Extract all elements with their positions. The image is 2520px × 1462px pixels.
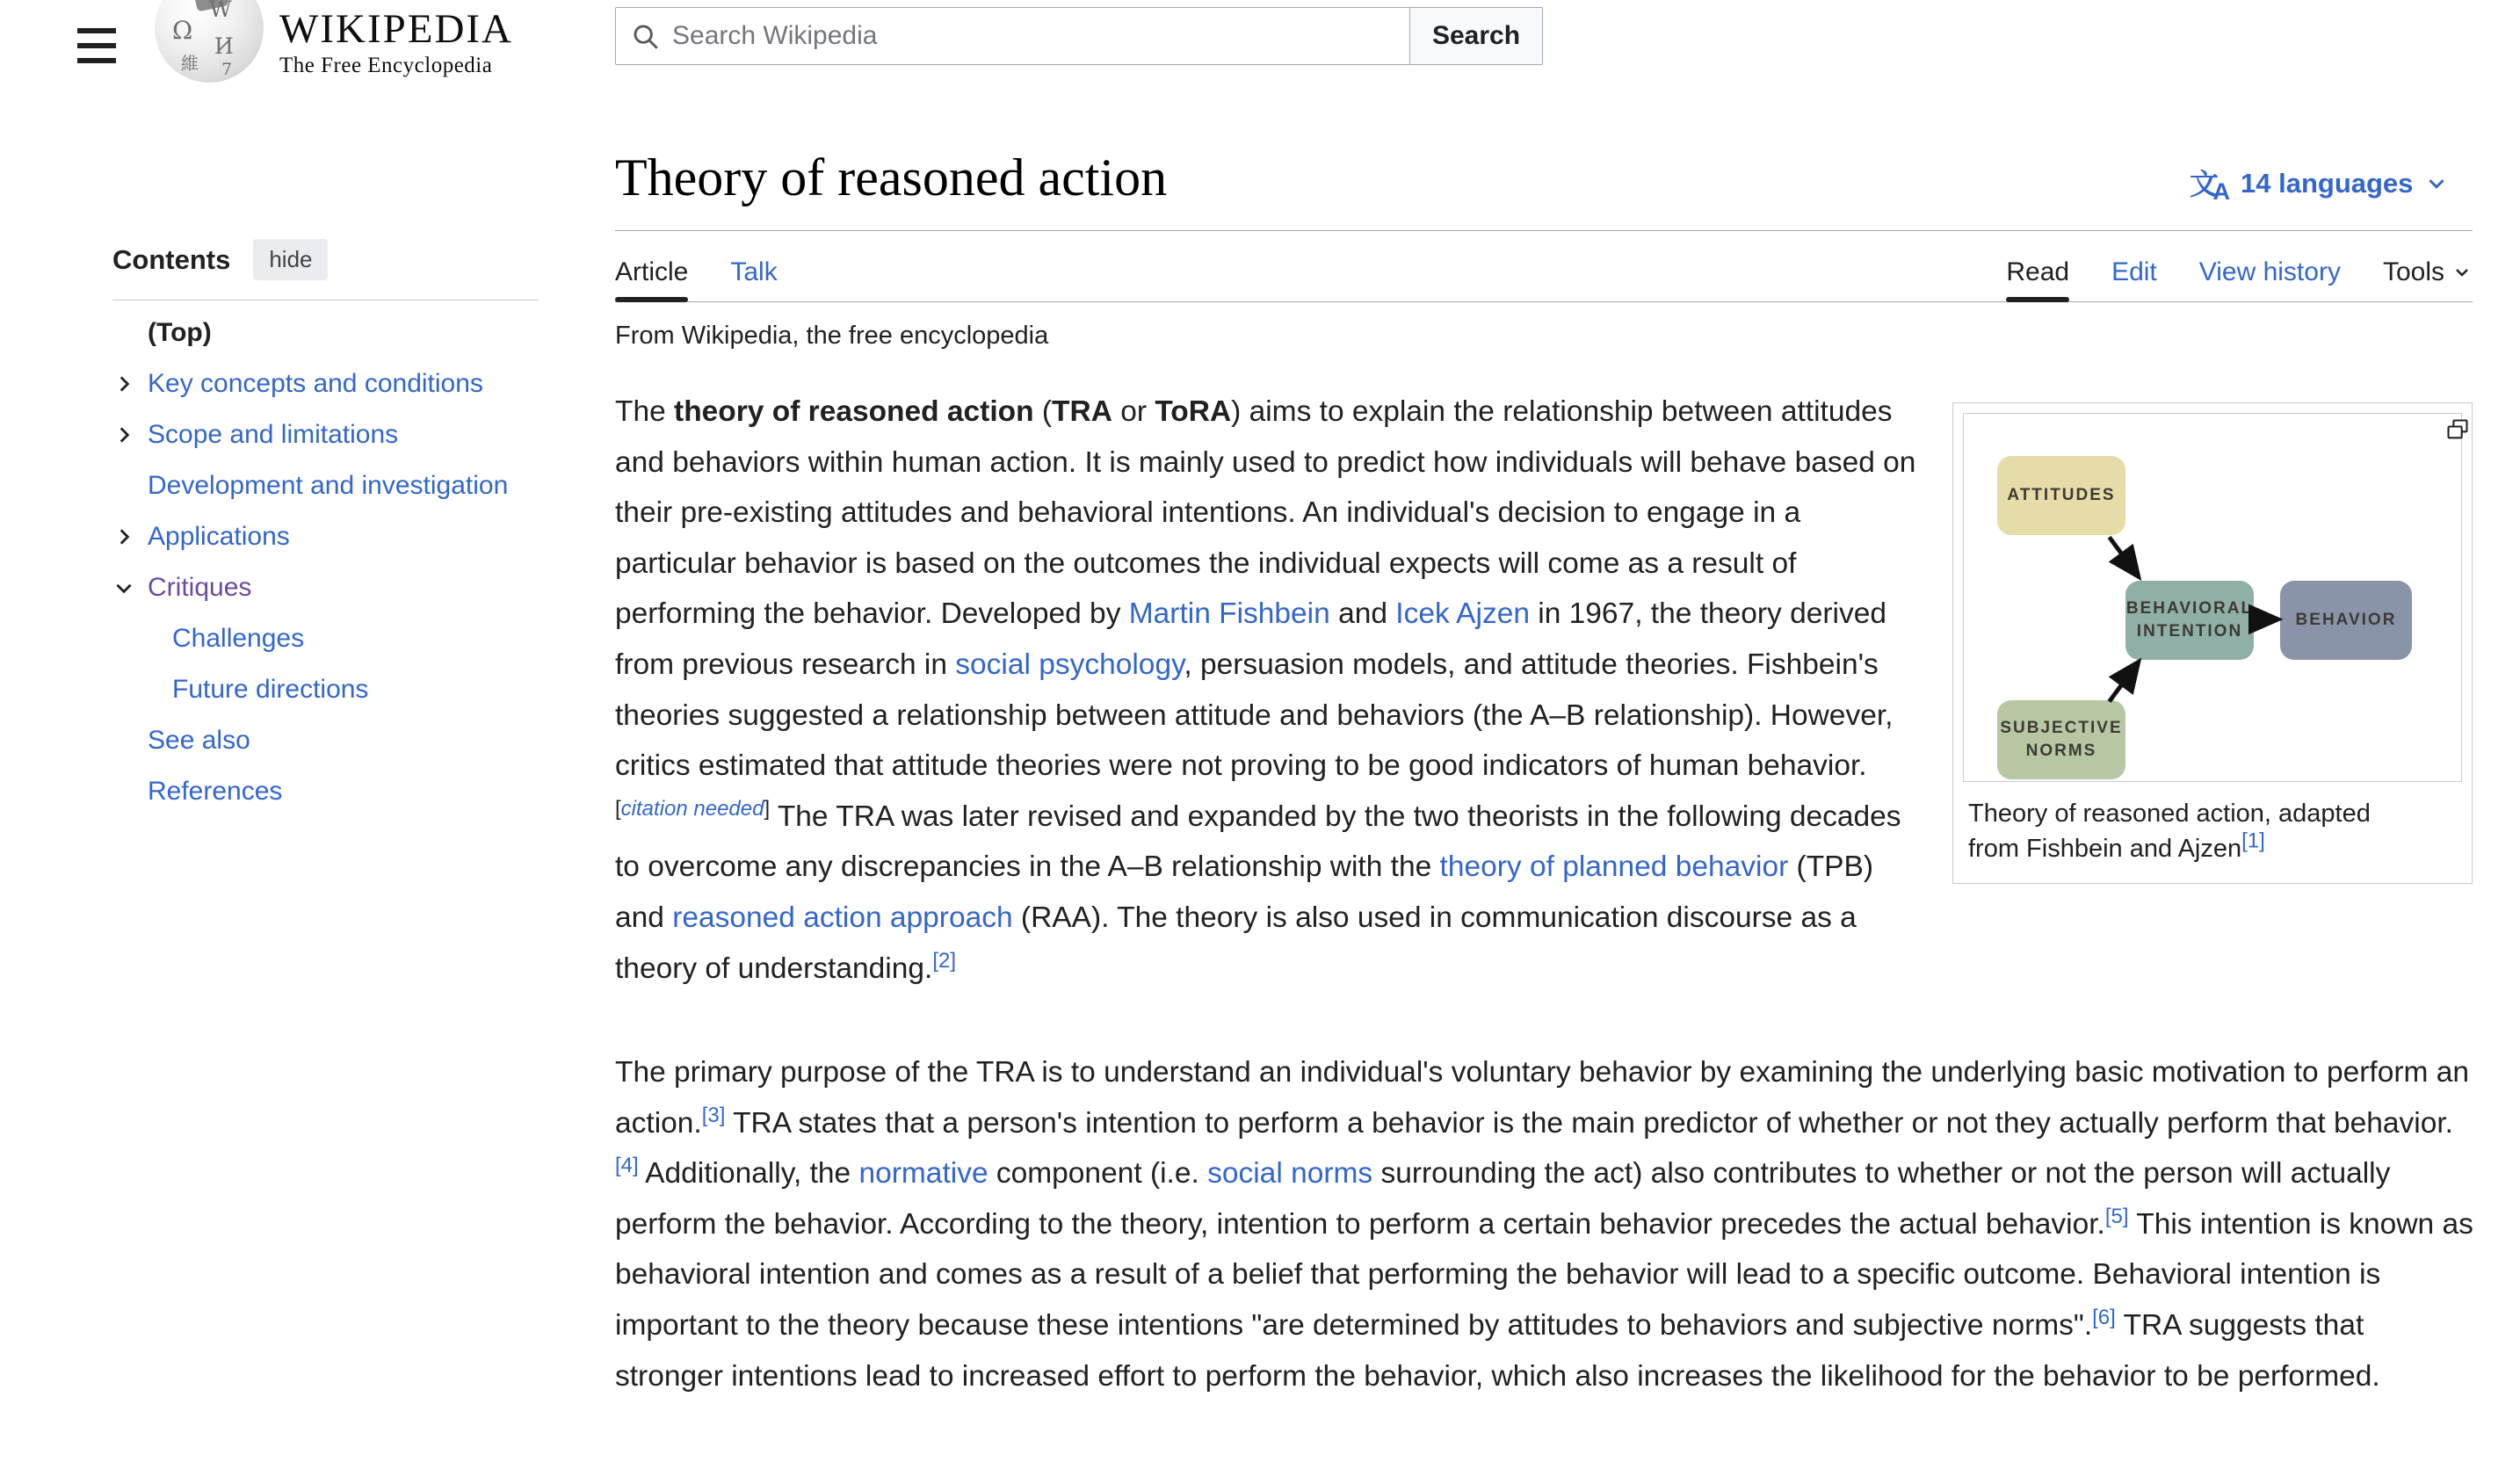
translate-icon: 文 A <box>2190 168 2230 205</box>
toc-item-label: Challenges <box>172 624 305 653</box>
tab-label: Tools <box>2382 257 2444 286</box>
reference-link[interactable]: [4] <box>615 1154 639 1178</box>
toc-item-label: Scope and limitations <box>148 420 399 449</box>
tab-article[interactable] <box>615 257 688 301</box>
wikipedia-globe-logo[interactable]: Ω W И 維 7 <box>155 0 264 83</box>
toc-item-see-also[interactable] <box>148 715 552 766</box>
diagram-box-label: BEHAVIORAL <box>2125 599 2254 618</box>
wordmark-tagline: The Free Encyclopedia <box>279 54 493 77</box>
wiki-link[interactable]: normative <box>858 1157 988 1191</box>
wiki-link[interactable]: Martin Fishbein <box>1128 597 1330 631</box>
toc-item-development-and-investigation[interactable] <box>148 460 552 511</box>
toc-item-top[interactable] <box>148 308 552 358</box>
tab-read[interactable] <box>2006 257 2069 301</box>
tab-label: Article <box>615 257 689 286</box>
tab-label: Read <box>2006 257 2070 286</box>
toc-item-challenges[interactable] <box>148 613 552 664</box>
toc-item-label: Applications <box>148 522 290 551</box>
wikipedia-wordmark[interactable] <box>279 5 513 78</box>
wiki-link[interactable]: theory of planned behavior <box>1439 850 1789 884</box>
expand-image-icon[interactable] <box>2445 417 2470 442</box>
toc-item-label: References <box>148 777 283 806</box>
toc-item-label: Critiques <box>148 573 252 602</box>
reference-link[interactable]: [5] <box>2104 1204 2129 1228</box>
language-selector-button[interactable] <box>2190 165 2450 205</box>
site-subtitle: From Wikipedia, the free encyclopedia <box>615 322 1049 350</box>
diagram-box-label: BEHAVIOR <box>2295 611 2397 629</box>
reference-link[interactable]: [2] <box>932 948 956 973</box>
toc-item-label: Key concepts and conditions <box>148 369 483 398</box>
chevron-down-icon[interactable] <box>112 576 135 599</box>
search-input[interactable] <box>615 7 1410 65</box>
citation-needed-link[interactable]: [citation needed] <box>615 796 771 821</box>
reference-link[interactable]: [3] <box>701 1103 726 1127</box>
diagram-box-label: ATTITUDES <box>2007 486 2116 504</box>
chevron-right-icon[interactable] <box>112 373 135 395</box>
article-thumbnail <box>1952 402 2473 884</box>
diagram-box-label: SUBJECTIVE <box>2000 719 2123 737</box>
reference-link[interactable]: [6] <box>2092 1305 2116 1329</box>
tabs-right <box>2006 257 2473 301</box>
page-title: Theory of reasoned action <box>615 148 1168 206</box>
wiki-link[interactable]: Icek Ajzen <box>1395 597 1530 631</box>
search-bar <box>615 7 1543 65</box>
bold-term: theory of reasoned action <box>674 395 1034 428</box>
reference-link[interactable]: [1] <box>2241 829 2265 853</box>
toc-title: Contents <box>112 243 231 275</box>
table-of-contents <box>112 239 552 817</box>
tab-talk[interactable] <box>730 257 777 301</box>
chevron-right-icon[interactable] <box>112 525 135 548</box>
toc-item-scope-and-limitations[interactable] <box>148 409 552 460</box>
tab-label: View history <box>2198 257 2341 286</box>
tab-label: Talk <box>730 257 778 286</box>
lead-paragraph: The theory of reasoned action (TRA or ToRA) aims to explain the relationship between attitudes and behaviors within human action. It is mainly used to predict how individuals will behave based on their pre-existing attitudes and behavioral intentions. An individual's decision to engage in a particular behavior is based on the outcomes the individual expects will come as a result of performing the behavior. Developed by Martin Fishbein and Icek Ajzen in 1967, the theory derived from previous research in social psychology, persuasion models, and attitude theories. Fishbein's theories suggested a relationship between attitude and behaviors (the A–B relationship). However, critics estimated that attitude theories were not proving to be good indicators of human behavior.[citation needed] The TRA was later revised and expanded by the two theorists in the following decades to overcome any discrepancies in the A–B relationship with the theory of planned behavior (TPB) and reasoned action approach (RAA). The theory is also used in communication discourse as a theory of understanding.[2] <box>615 395 1916 985</box>
chevron-right-icon[interactable] <box>112 423 135 446</box>
toc-item-applications[interactable] <box>148 511 552 562</box>
second-paragraph: The primary purpose of the TRA is to understand an individual's voluntary behavior by examining the underlying basic motivation to perform an action.[3] TRA states that a person's intention to perform a behavior is the main predictor of whether or not they actually perform that behavior.[4] Additionally, the normative component (i.e. social norms surrounding the act) also contributes to whether or not the person will actually perform the behavior. According to the theory, intention to perform a certain behavior precedes the actual behavior.[5] This intention is known as behavioral intention and comes as a result of a belief that performing the behavior will lead to a specific outcome. Behavioral intention is important to the theory because these intentions "are determined by attitudes to behaviors and subjective norms".[6] TRA suggests that stronger intentions lead to increased effort to perform the behavior, which also increases the likelihood for the behavior to be performed. <box>615 1056 2473 1393</box>
toc-item-label: See also <box>148 726 250 755</box>
bold-term: TRA <box>1052 395 1112 428</box>
toc-item-references[interactable] <box>148 766 552 817</box>
article-tab-bar <box>615 242 2473 302</box>
tab-label: Edit <box>2111 257 2157 286</box>
toc-item-critiques[interactable] <box>148 562 552 613</box>
chevron-down-icon <box>2423 170 2450 197</box>
toc-item-key-concepts-and-conditions[interactable] <box>148 358 552 409</box>
language-count-label: 14 languages <box>2241 168 2414 199</box>
tra-diagram-image[interactable] <box>1963 413 2462 782</box>
tab-view-history[interactable] <box>2199 257 2341 301</box>
tab-tools[interactable] <box>2383 257 2473 301</box>
image-caption: Theory of reasoned action, adapted from Fishbein and Ajzen[1] <box>1968 800 2371 863</box>
diagram-box-label: NORMS <box>2025 742 2097 760</box>
wiki-link[interactable]: social psychology <box>955 648 1184 681</box>
chevron-down-icon <box>2451 262 2473 283</box>
tabs-left <box>615 257 778 301</box>
toc-item-label: Development and investigation <box>148 471 509 500</box>
main-menu-icon[interactable] <box>77 28 116 63</box>
bold-term: ToRA <box>1155 395 1232 428</box>
diagram-arrows <box>1964 414 2461 781</box>
diagram-box-label: INTENTION <box>2136 622 2243 641</box>
toc-item-label: Future directions <box>172 675 369 704</box>
wiki-link[interactable]: social norms <box>1207 1157 1373 1191</box>
toc-hide-button[interactable]: hide <box>253 239 328 280</box>
toc-item-future-directions[interactable] <box>148 664 552 715</box>
wiki-link[interactable]: reasoned action approach <box>672 901 1013 934</box>
title-divider <box>615 230 2473 231</box>
search-icon <box>631 22 661 52</box>
wordmark-title: WIKIPEDIA <box>279 6 513 52</box>
toc-item-label: (Top) <box>148 318 212 347</box>
toc-list <box>148 308 552 817</box>
tab-edit[interactable] <box>2111 257 2157 301</box>
search-button[interactable]: Search <box>1409 7 1543 65</box>
